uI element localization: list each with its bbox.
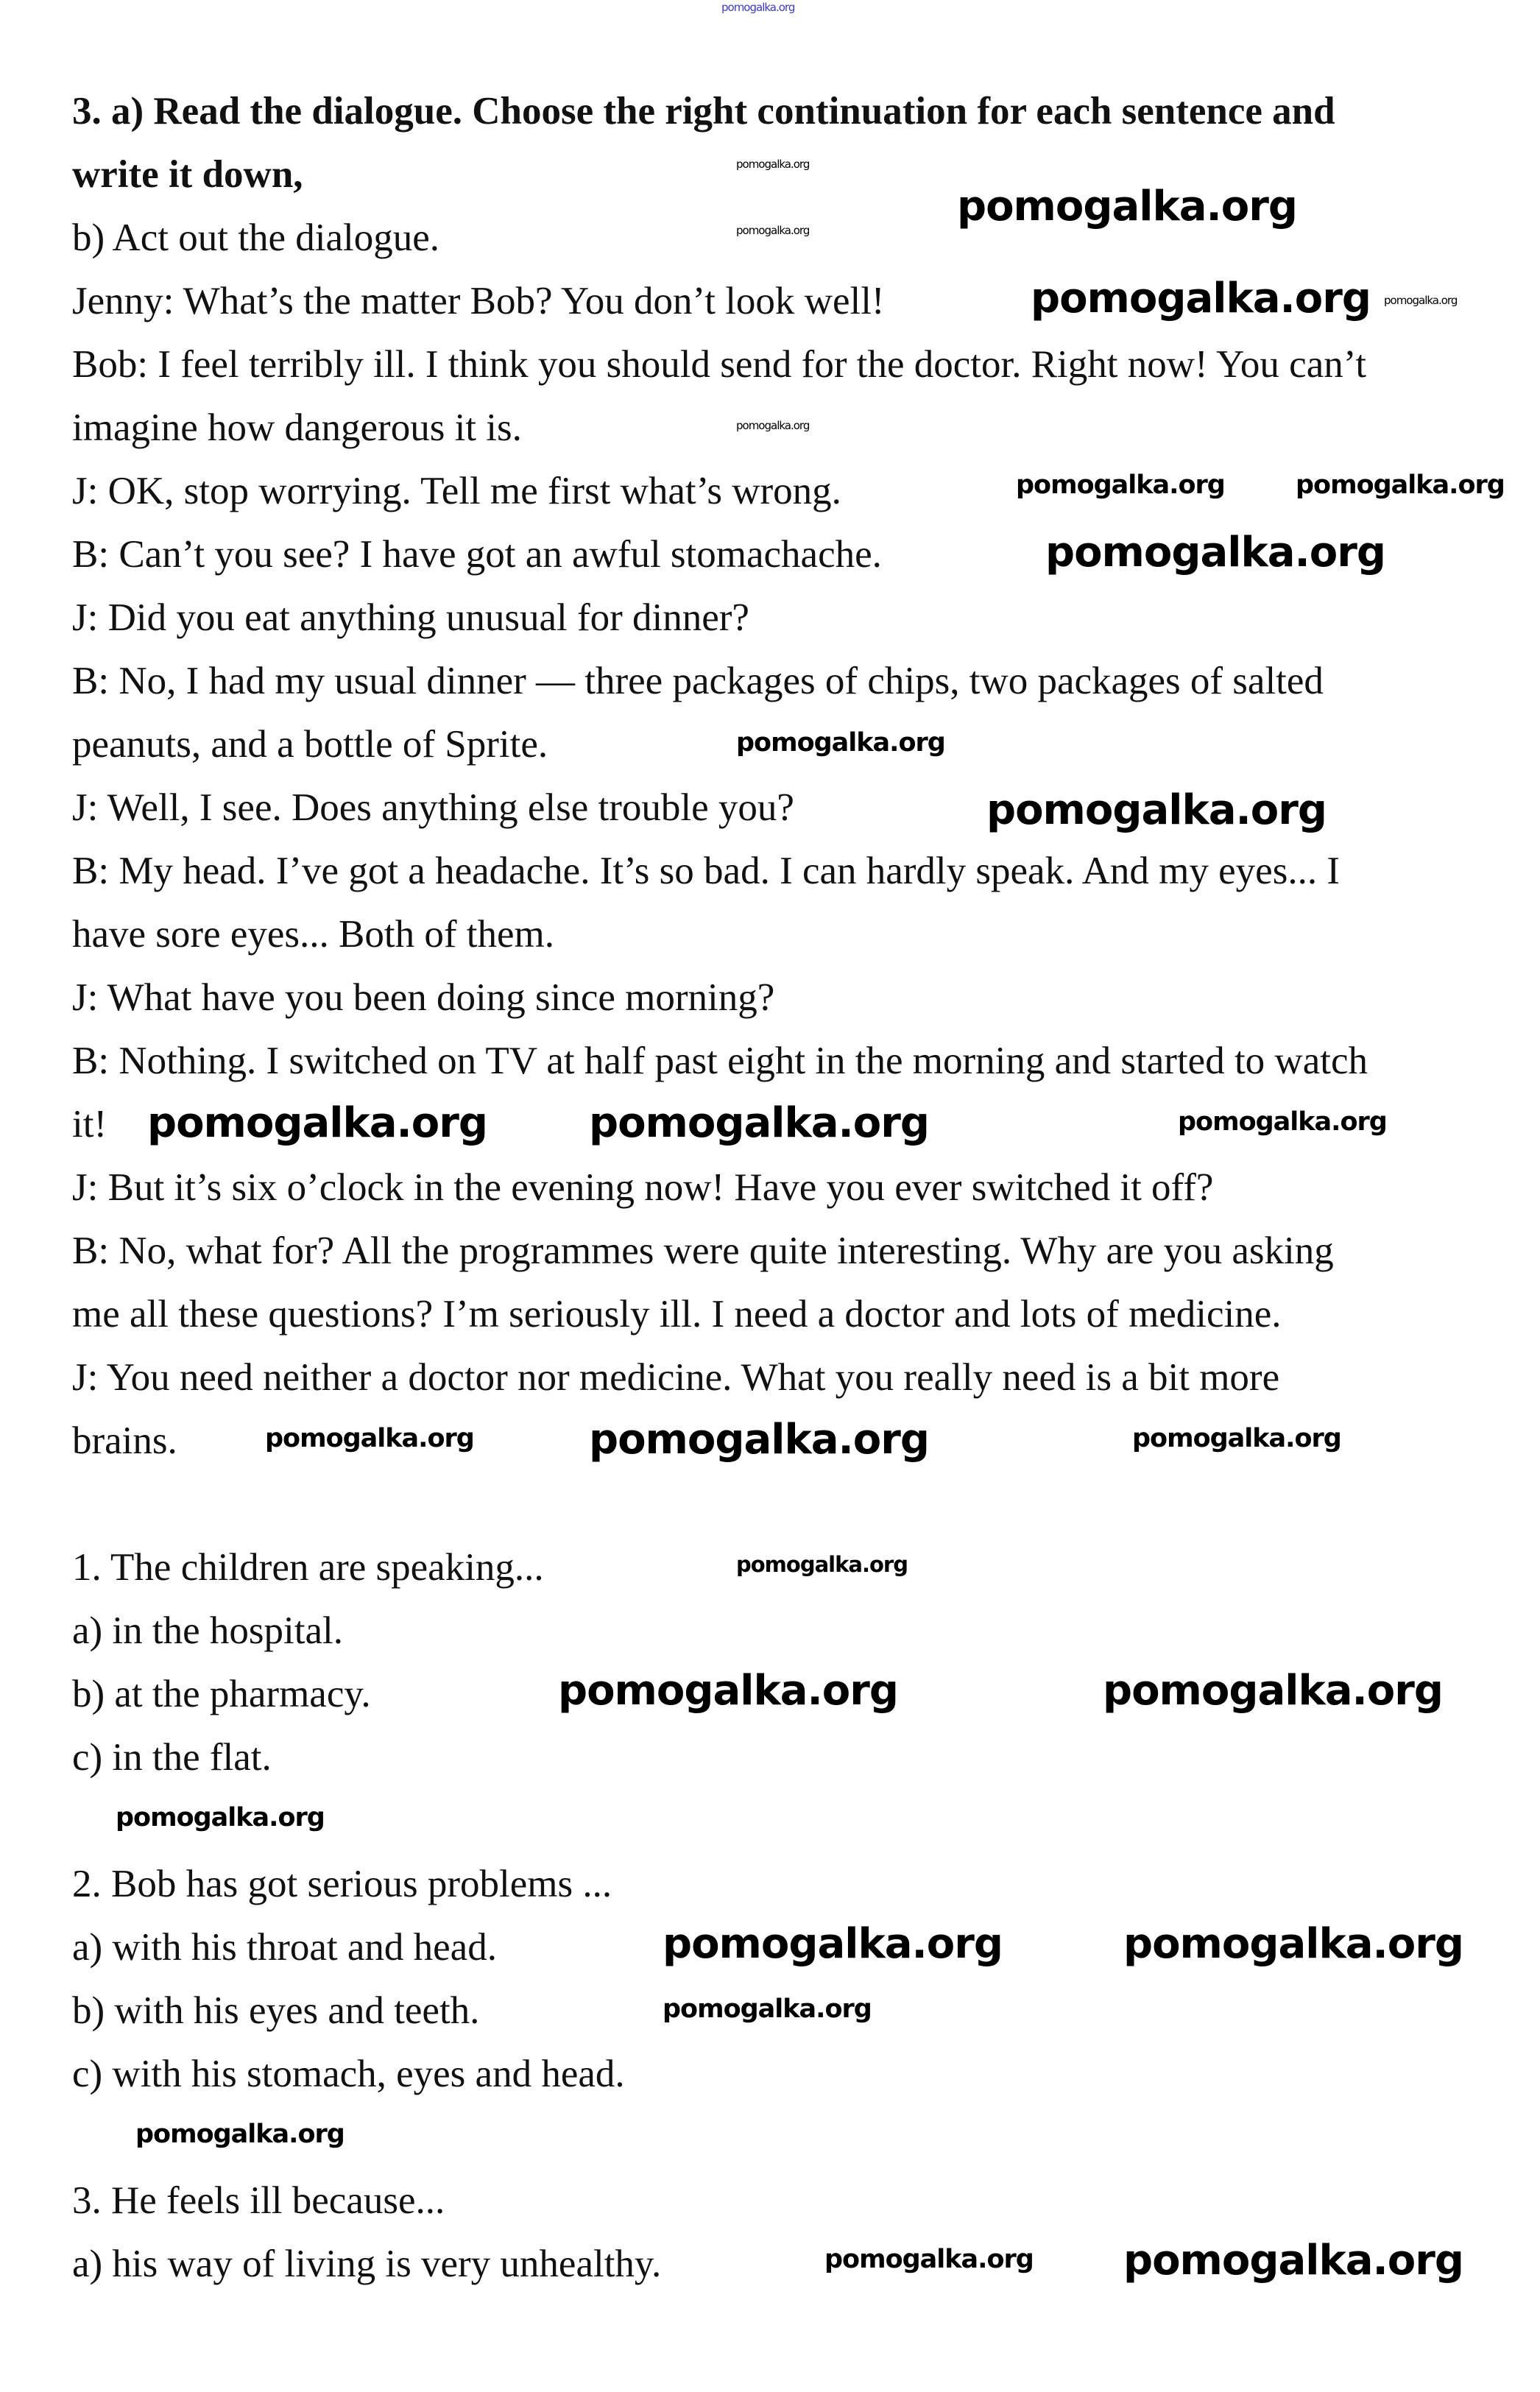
watermark: pomogalka.org <box>736 728 945 758</box>
dialogue-line: imagine how dangerous it is. <box>72 406 522 449</box>
dialogue-line: B: No, I had my usual dinner — three packages of chips, two packages of salted <box>72 660 1324 702</box>
dialogue-line: brains. <box>72 1419 177 1462</box>
watermark: pomogalka.org <box>1045 529 1385 576</box>
watermark: pomogalka.org <box>1103 1667 1443 1715</box>
dialogue-line: it! <box>72 1103 107 1146</box>
watermark: pomogalka.org <box>1296 470 1505 500</box>
watermark: pomogalka.org <box>1178 1107 1387 1137</box>
header-watermark: pomogalka.org <box>721 1 795 14</box>
watermark: pomogalka.org <box>663 1920 1003 1968</box>
watermark: pomogalka.org <box>736 419 810 432</box>
task-title: 3. a) Read the dialogue. Choose the right continuation for each sentence and <box>72 90 1335 133</box>
watermark: pomogalka.org <box>1031 275 1371 322</box>
watermark: pomogalka.org <box>1123 2237 1463 2285</box>
question-2 <box>72 1852 1515 2106</box>
dialogue-line: peanuts, and a bottle of Sprite. <box>72 723 548 766</box>
watermark: pomogalka.org <box>663 1994 872 2024</box>
answer-option: a) in the hospital. <box>72 1609 343 1652</box>
watermark: pomogalka.org <box>558 1667 898 1715</box>
question-stem: 1. The children are speaking... <box>72 1546 544 1589</box>
dialogue-line: J: But it’s six o’clock in the evening now! Have you ever switched it off? <box>72 1166 1214 1209</box>
dialogue-line: J: OK, stop worrying. Tell me first what’s wrong. <box>72 470 841 512</box>
dialogue-line: J: What have you been doing since morning? <box>72 976 775 1019</box>
answer-option: c) in the flat. <box>72 1736 272 1779</box>
dialogue-line: me all these questions? I’m seriously ill. I need a doctor and lots of medicine. <box>72 1293 1282 1336</box>
dialogue-line: B: My head. I’ve got a headache. It’s so bad. I can hardly speak. And my eyes... I <box>72 850 1340 892</box>
answer-option: c) with his stomach, eyes and head. <box>72 2053 625 2095</box>
dialogue <box>72 269 1515 1472</box>
watermark: pomogalka.org <box>589 1416 929 1464</box>
dialogue-line: B: Nothing. I switched on TV at half past eight in the morning and started to watch <box>72 1040 1368 1082</box>
dialogue-line: J: Well, I see. Does anything else trouble you? <box>72 786 794 829</box>
dialogue-line: J: Did you eat anything unusual for dinner? <box>72 596 749 639</box>
watermark: pomogalka.org <box>1016 470 1225 500</box>
task-title-continued: write it down, <box>72 153 303 196</box>
dialogue-line: Jenny: What’s the matter Bob? You don’t look well! <box>72 280 885 322</box>
dialogue-line: B: Can’t you see? I have got an awful stomachache. <box>72 533 882 576</box>
watermark: pomogalka.org <box>1132 1424 1341 1453</box>
watermark: pomogalka.org <box>957 183 1297 230</box>
question-stem: 2. Bob has got serious problems ... <box>72 1863 612 1905</box>
watermark: pomogalka.org <box>589 1099 929 1147</box>
watermark: pomogalka.org <box>135 2120 345 2149</box>
answer-option: b) with his eyes and teeth. <box>72 1989 480 2032</box>
watermark: pomogalka.org <box>736 224 810 237</box>
answer-option: b) at the pharmacy. <box>72 1673 371 1715</box>
watermark: pomogalka.org <box>147 1099 487 1147</box>
watermark: pomogalka.org <box>824 2245 1034 2274</box>
answer-option: a) with his throat and head. <box>72 1926 497 1969</box>
watermark: pomogalka.org <box>265 1424 474 1453</box>
watermark: pomogalka.org <box>986 786 1327 834</box>
watermark: pomogalka.org <box>1123 1920 1463 1968</box>
dialogue-line: J: You need neither a doctor nor medicine. What you really need is a bit more <box>72 1356 1280 1399</box>
dialogue-line: B: No, what for? All the programmes were quite interesting. Why are you asking <box>72 1229 1334 1272</box>
watermark: pomogalka.org <box>736 158 810 171</box>
question-stem: 3. He feels ill because... <box>72 2179 445 2222</box>
watermark: pomogalka.org <box>736 1552 908 1577</box>
watermark: pomogalka.org <box>1384 294 1458 307</box>
task-subtask-b: b) Act out the dialogue. <box>72 216 439 259</box>
dialogue-line: Bob: I feel terribly ill. I think you should send for the doctor. Right now! You can’t <box>72 343 1367 386</box>
watermark: pomogalka.org <box>116 1803 325 1832</box>
dialogue-line: have sore eyes... Both of them. <box>72 913 554 956</box>
answer-option: a) his way of living is very unhealthy. <box>72 2243 662 2285</box>
